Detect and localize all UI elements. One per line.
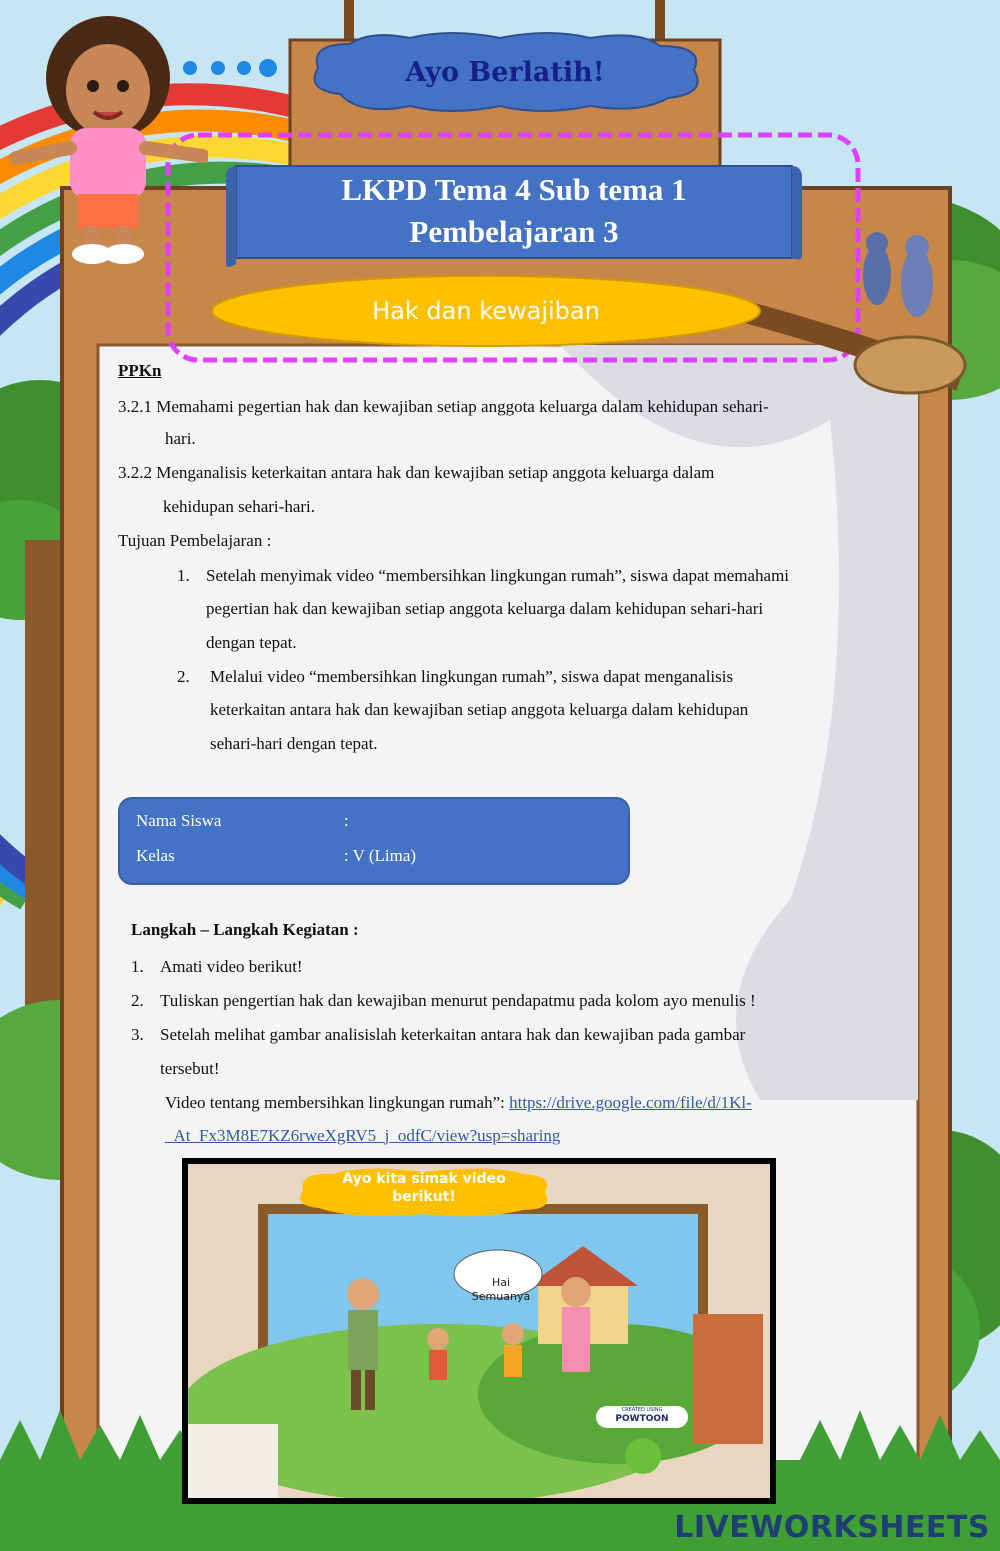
birds-image bbox=[855, 205, 945, 325]
ppkn-item-2-line-2: kehidupan sehari-hari. bbox=[163, 497, 315, 516]
langkah-item-3-number: 3. bbox=[131, 1025, 144, 1044]
video-link-continuation[interactable]: _At_Fx3M8E7KZ6rweXgRV5_j_odfC/view?usp=sharing bbox=[165, 1126, 561, 1145]
tujuan-item-1-line-1: Setelah menyimak video “membersihkan lingkungan rumah”, siswa dapat memahami bbox=[206, 566, 790, 585]
tujuan-item-2-line-1: Melalui video “membersihkan lingkungan rumah”, siswa dapat menganalisis bbox=[210, 667, 734, 686]
langkah-heading: Langkah – Langkah Kegiatan : bbox=[131, 920, 359, 939]
ppkn-item-1-line-1: 3.2.1 Memahami pegertian hak dan kewajiban setiap anggota keluarga dalam kehidupan sehari- bbox=[118, 397, 769, 416]
video-cloud-text bbox=[293, 1170, 555, 1206]
tujuan-item-2-number: 2. bbox=[177, 667, 190, 686]
banner-line-1: LKPD Tema 4 Sub tema 1 bbox=[341, 172, 687, 207]
topic-label: Hak dan kewajiban bbox=[372, 297, 600, 325]
tujuan-item-2-line-2: keterkaitan antara hak dan kewajiban setiap anggota keluarga dalam kehidupan bbox=[210, 700, 749, 719]
langkah-item-1-text: Amati video berikut! bbox=[160, 957, 303, 976]
video-link[interactable]: https://drive.google.com/file/d/1Kl- bbox=[509, 1093, 752, 1112]
speech-bubble-text: Hai Semuanya bbox=[471, 1276, 531, 1303]
student-class-label: Kelas bbox=[136, 846, 175, 865]
powtoon-badge-small: CREATED USING bbox=[621, 1407, 663, 1413]
powtoon-badge bbox=[598, 1407, 686, 1425]
video-thumbnail[interactable] bbox=[182, 1158, 776, 1504]
student-class-value: : V (Lima) bbox=[344, 846, 417, 865]
title-banner bbox=[236, 165, 792, 257]
tujuan-item-2-line-3: sehari-hari dengan tepat. bbox=[210, 734, 378, 753]
title-cloud: Ayo Berlatih! bbox=[405, 56, 605, 88]
tujuan-item-1-line-3: dengan tepat. bbox=[206, 633, 297, 652]
student-name-label: Nama Siswa bbox=[136, 811, 222, 830]
video-link-line-2 bbox=[165, 1125, 560, 1147]
tujuan-heading: Tujuan Pembelajaran : bbox=[118, 531, 272, 550]
ppkn-item-1-line-2: hari. bbox=[165, 429, 196, 448]
powtoon-badge-label: POWTOON bbox=[615, 1414, 669, 1424]
video-cloud-text-line-2: berikut! bbox=[392, 1189, 456, 1205]
liveworksheets-watermark: LIVEWORKSHEETS bbox=[674, 1510, 990, 1545]
langkah-item-2-text: Tuliskan pengertian hak dan kewajiban menurut pendapatmu pada kolom ayo menulis ! bbox=[160, 991, 756, 1010]
video-cloud-text-line-1: Ayo kita simak video bbox=[342, 1171, 506, 1187]
student-info-box bbox=[118, 797, 630, 885]
student-name-value[interactable]: : bbox=[344, 811, 349, 830]
langkah-item-3-line-1: Setelah melihat gambar analisislah keterkaitan antara hak dan kewajiban pada gambar bbox=[160, 1025, 746, 1044]
dora-character-image bbox=[8, 8, 208, 268]
banner-line-2: Pembelajaran 3 bbox=[409, 214, 619, 249]
tujuan-item-1-line-2: pegertian hak dan kewajiban setiap anggota keluarga dalam kehidupan sehari-hari bbox=[206, 599, 764, 618]
video-link-prefix: Video tentang membersihkan lingkungan rumah”: bbox=[165, 1093, 510, 1112]
langkah-item-3-line-2: tersebut! bbox=[160, 1059, 220, 1078]
ppkn-item-2-line-1: 3.2.2 Menganalisis keterkaitan antara hak dan kewajiban setiap anggota keluarga dalam bbox=[118, 463, 715, 482]
tujuan-item-1-number: 1. bbox=[177, 566, 190, 585]
video-link-line-1 bbox=[165, 1092, 752, 1114]
langkah-item-2-number: 2. bbox=[131, 991, 144, 1010]
langkah-item-1-number: 1. bbox=[131, 957, 144, 976]
ppkn-heading: PPKn bbox=[118, 361, 162, 380]
